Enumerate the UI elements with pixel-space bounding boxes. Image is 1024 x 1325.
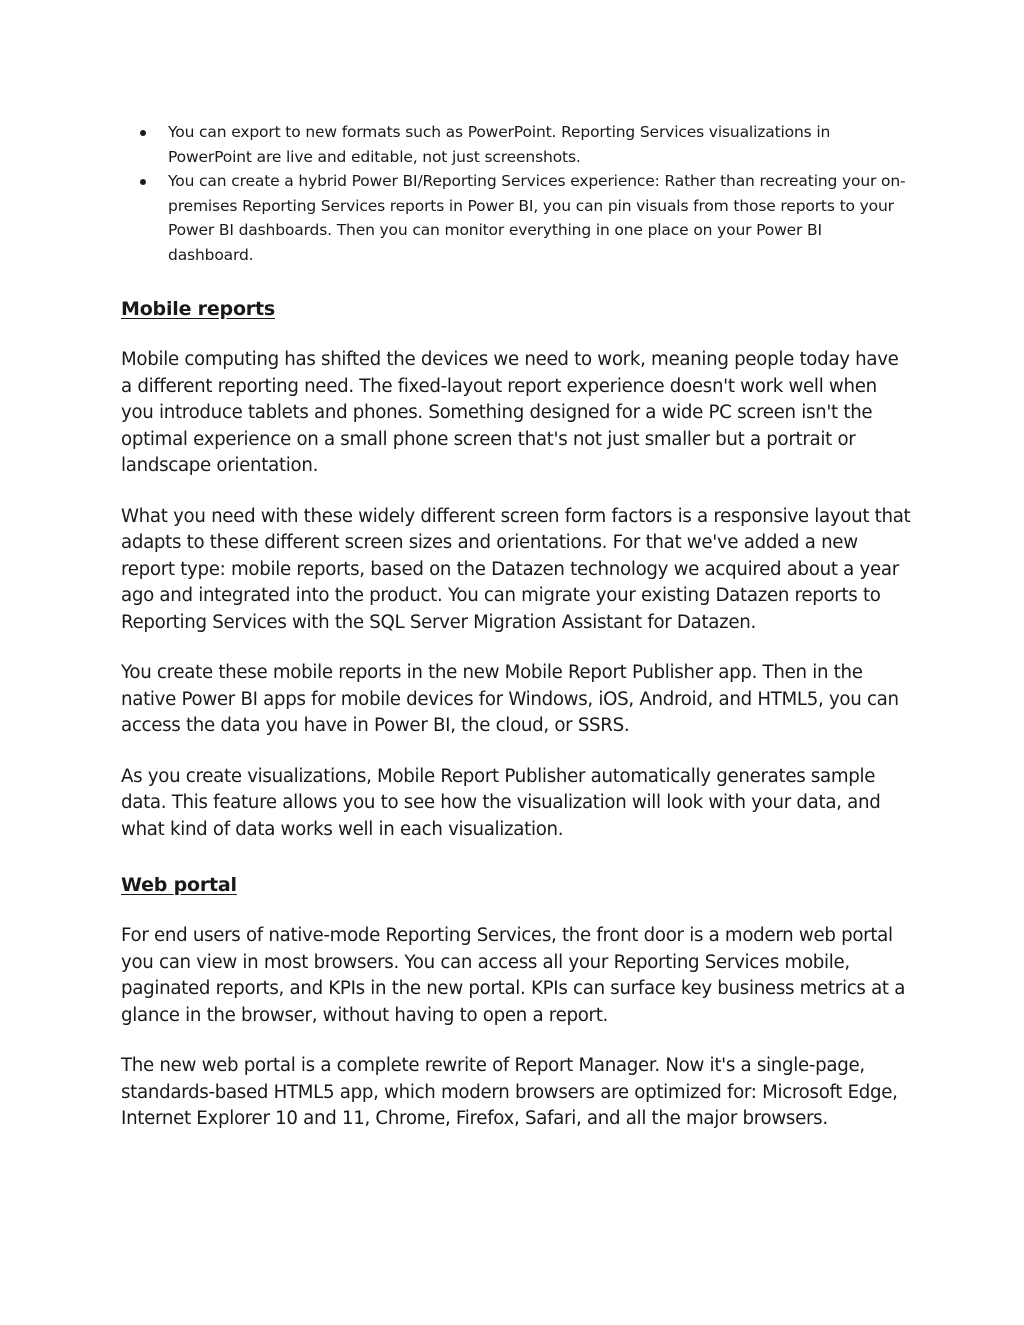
bullet-item [121, 169, 911, 267]
paragraph: Mobile computing has shifted the devices we need to work, meaning people today have a different reporting need. The fixed-layout report experience doesn't work well when you introduce tablets and phones. Something designed for a wide PC screen isn't the optimal experience on a small phone screen that's not just smaller but a portrait or landscape orientation. [121, 349, 899, 476]
paragraph: As you create visualizations, Mobile Report Publisher automatically generates sample data. This feature allows you to see how the visualization will look with your data, and what kind of data works well in each visualization. [121, 765, 881, 840]
bullet-text: You can export to new formats such as PowerPoint. Reporting Services visualizations in PowerPoint are live and editable, not just screenshots. [168, 123, 831, 166]
paragraph: For end users of native-mode Reporting Services, the front door is a modern web portal you can view in most browsers. You can access all your Reporting Services mobile, paginated reports, and KPIs in the new portal. KPIs can surface key business metrics at a glance in the browser, without having to open a report. [121, 925, 906, 1026]
bullet-text: You can create a hybrid Power BI/Reporting Services experience: Rather than recreating your on-premises Reporting Services reports in Power BI, you can pin visuals from those reports to your Power BI dashboards. Then you can monitor everything in one place on your Power BI dashboard. [168, 172, 906, 264]
bullet-item [121, 120, 911, 169]
bullet-list [121, 120, 911, 267]
paragraph: You create these mobile reports in the new Mobile Report Publisher app. Then in the native Power BI apps for mobile devices for Windows, iOS, Android, and HTML5, you can access the data you have in Power BI, the cloud, or SSRS. [121, 662, 899, 736]
section-heading: Mobile reports [121, 298, 275, 320]
section-heading: Web portal [121, 874, 237, 896]
section-mobile-reports [121, 296, 911, 843]
bullet-dot-icon [140, 130, 146, 136]
paragraph: The new web portal is a complete rewrite of Report Manager. Now it's a single-page, standards-based HTML5 app, which modern browsers are optimized for: Microsoft Edge, Internet Explorer 10 and 11, Chrome, Firefox, Safari, and all the major browsers. [121, 1055, 898, 1129]
paragraph: What you need with these widely different screen form factors is a responsive layout that adapts to these different screen sizes and orientations. For that we've added a new report type: mobile reports, based on the Datazen technology we acquired about a year ago and integrated into the product. You can migrate your existing Datazen reports to Reporting Services with the SQL Server Migration Assistant for Datazen. [121, 505, 911, 633]
bullet-dot-icon [140, 179, 146, 185]
document-page [121, 120, 911, 1157]
section-web-portal [121, 872, 911, 1133]
